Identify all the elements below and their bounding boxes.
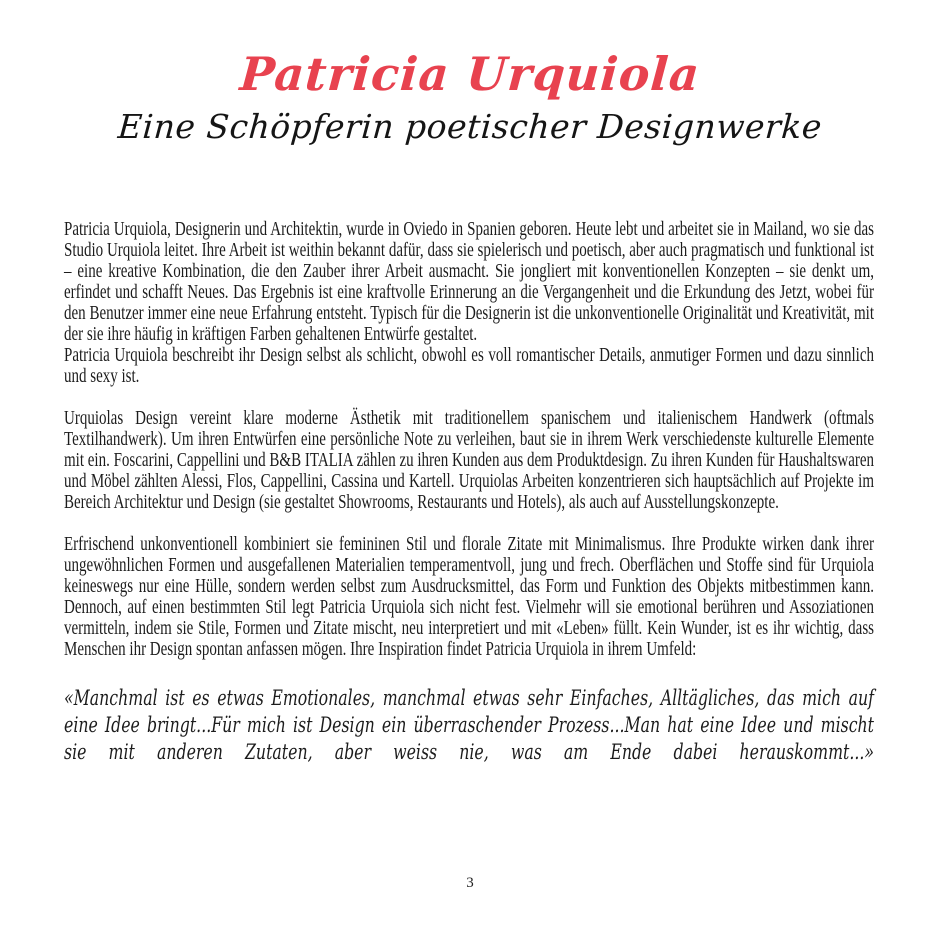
body-paragraph: Patricia Urquiola beschreibt ihr Design selbst als schlicht, obwohl es voll romantischer Details, anmutiger Formen und dazu sinnlich und sexy ist. — [64, 344, 874, 387]
body-paragraph: Patricia Urquiola, Designerin und Architektin, wurde in Oviedo in Spanien geboren. Heute lebt und arbeitet sie in Mailand, wo sie das Studio Urquiola leitet. Ihre Arbeit ist weithin bekannt dafür, dass sie spielerisch und poetisch, aber auch pragmatisch und funktional ist – eine kreative Kombination, die den Zauber ihrer Arbeit ausmacht. Sie jongliert mit konventionellen Konzepten – sie denkt um, erfindet und schafft Neues. Das Ergebnis ist eine kraftvolle Erinnerung an die Vergangenheit und die Erkundung des Jetzt, wobei für den Benutzer immer eine neue Erfahrung entsteht. Typisch für die Designerin ist die unkonventionelle Originalität und Kreativität, mit der sie ihre häufig in kräftigen Farben gehaltenen Entwürfe gestaltet. — [64, 218, 874, 345]
body-paragraph: Urquiolas Design vereint klare moderne Ästhetik mit traditionellem spanischem und italienischem Handwerk (oftmals Textilhandwerk). Um ihren Entwürfen eine persönliche Note zu verleihen, baut sie in ihrem Werk verschiedenste kulturelle Elemente mit ein. Foscarini, Cappellini und B&B ITALIA zählen zu ihren Kunden aus dem Produktdesign. Zu ihren Kunden für Haushaltswaren und Möbel zählten Alessi, Flos, Cappellini, Cassina und Kartell. Urquiolas Arbeiten konzentrieren sich hauptsächlich auf Projekte im Bereich Architektur und Design (sie gestaltet Showrooms, Restaurants und Hotels), als auch auf Ausstellungskonzepte. — [64, 407, 874, 513]
page-number: 3 — [466, 875, 474, 891]
page-subtitle: Eine Schöpferin poetischer Designwerke — [116, 106, 824, 146]
pull-quote: «Manchmal ist es etwas Emotionales, manchmal etwas sehr Einfaches, Alltägliches, das mich auf eine Idee bringt...Für mich ist Design ein überraschender Prozess...Man hat eine Idee und mischt sie mit anderen Zutaten, aber weiss nie, was am Ende dabei herauskommt...» — [64, 686, 874, 764]
title-block — [0, 48, 940, 146]
body-paragraph: Erfrischend unkonventionell kombiniert sie femininen Stil und florale Zitate mit Minimalismus. Ihre Produkte wirken dank ihrer ungewöhnlichen Formen und ausgefallenen Materialien temperamentvoll, jung und frech. Oberflächen und Stoffe sind für Urquiola keineswegs nur eine Hülle, sondern werden selbst zum Ausdrucksmittel, das Form und Funktion des Objekts mitbestimmen kann. Dennoch, auf einen bestimmten Stil legt Patricia Urquiola sich nicht fest. Vielmehr will sie emotional berühren und Assoziationen vermitteln, indem sie Stile, Formen und Zitate mischt, neu interpretiert und mit «Leben» füllt. Kein Wunder, ist es ihr wichtig, dass Menschen ihr Design spontan anfassen mögen. Ihre Inspiration findet Patricia Urquiola in ihrem Umfeld: — [64, 533, 874, 660]
body-text-block — [64, 219, 874, 766]
page-title: Patricia Urquiola — [238, 47, 702, 101]
